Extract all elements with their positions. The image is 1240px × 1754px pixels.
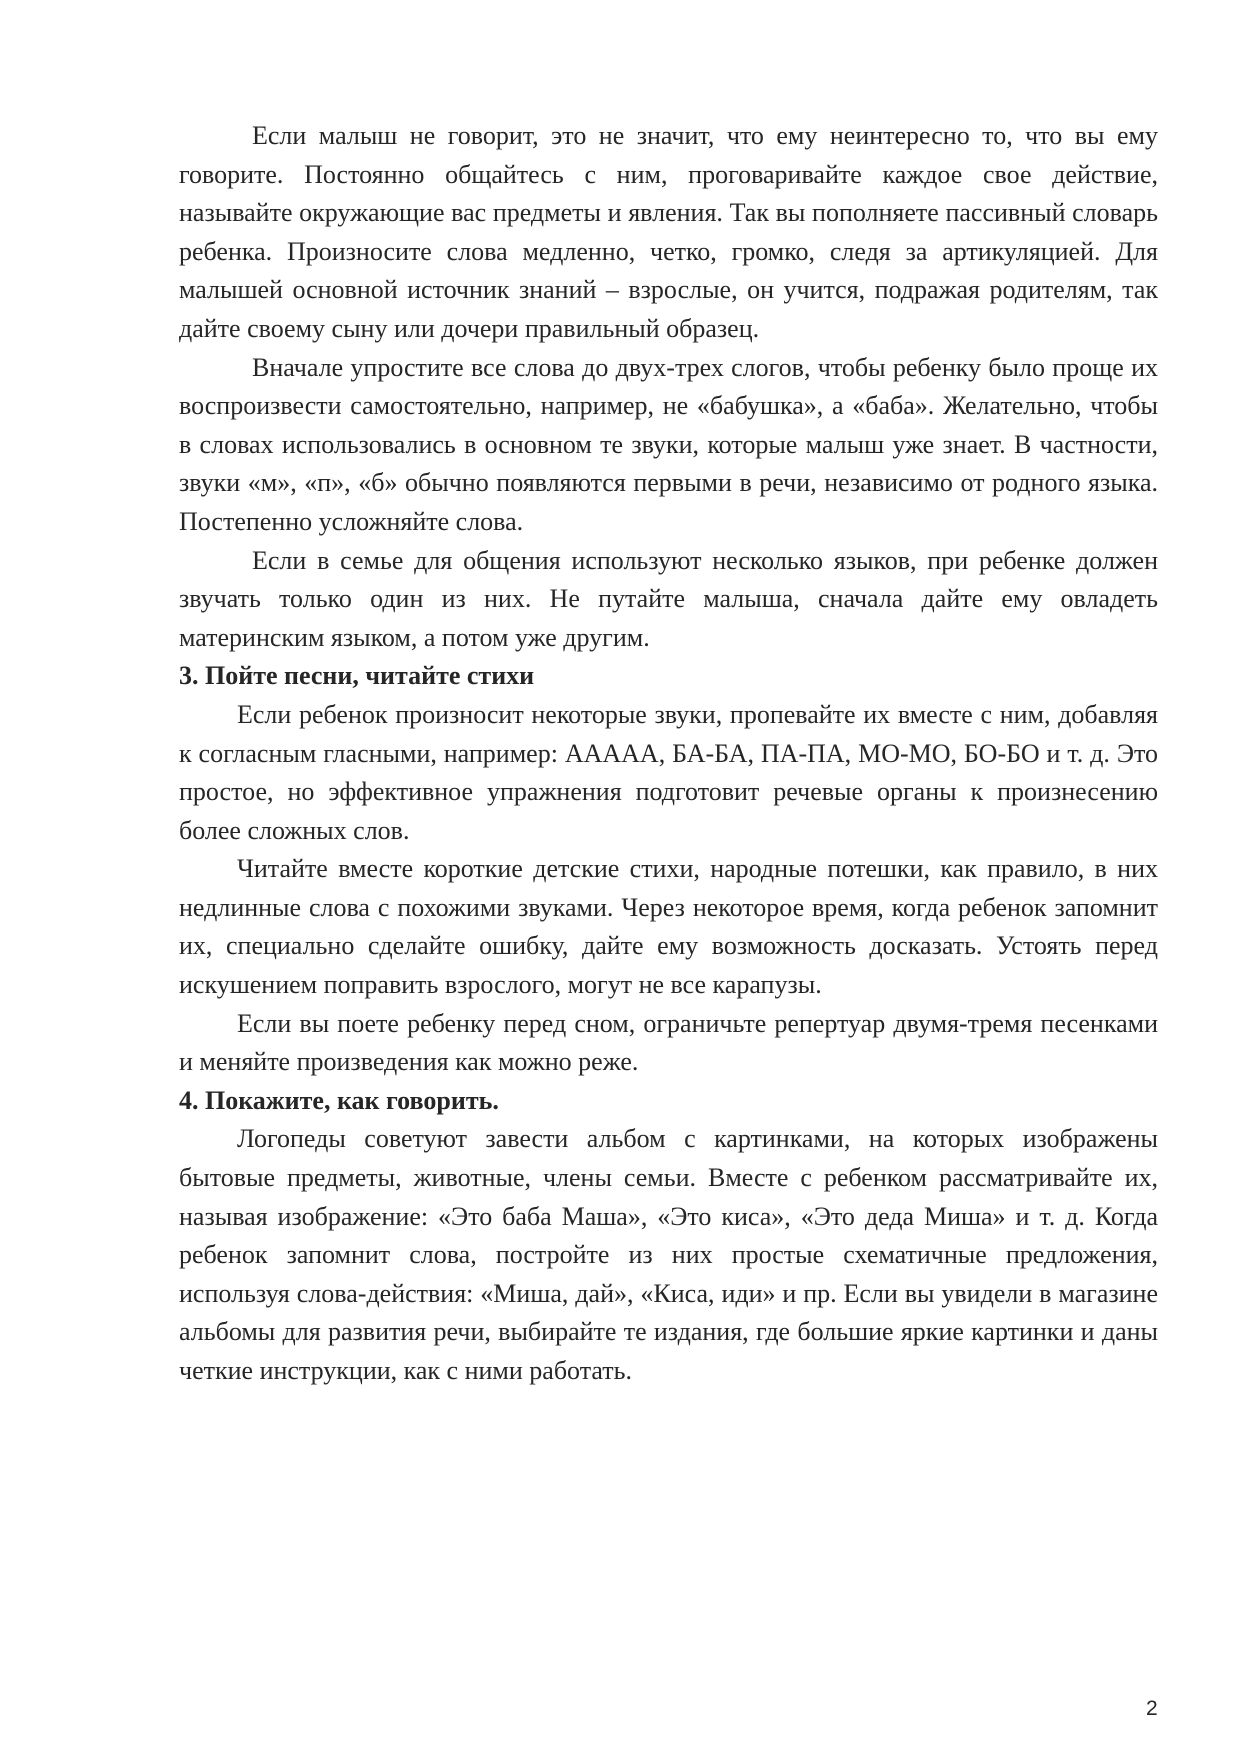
paragraph: Если ребенок произносит некоторые звуки, пропевайте их вместе с ним, добавляя к согласным гласными, например: ААААА, БА-БА, ПА-ПА, МО-МО, БО-БО и т. д. Это простое, но эффективное упражнения подготовит речевые органы к произнесению более сложных слов.: [179, 699, 1158, 845]
paragraph: Логопеды советуют завести альбом с картинками, на которых изображены бытовые предметы, животные, члены семьи. Вместе с ребенком рассматривайте их, называя изображение: «Это баба Маша», «Это киса», «Это деда Миша» и т. д. Когда ребенок запомнит слова, постройте из них простые схематичные предложения, используя слова-действия: «Миша, дай», «Киса, иди» и пр. Если вы увидели в магазине альбомы для развития речи, выбирайте те издания, где большие яркие картинки и даны четкие инструкции, как с ними работать.: [179, 1124, 1158, 1385]
section-heading-4: 4. Покажите, как говорить.: [179, 1085, 499, 1115]
document-page: [179, 117, 1158, 1391]
paragraph: Читайте вместе короткие детские стихи, народные потешки, как правило, в них недлинные слова с похожими звуками. Через некоторое время, когда ребенок запомнит их, специально сделайте ошибку, дайте ему возможность досказать. Устоять перед искушением поправить взрослого, могут не все карапузы.: [179, 854, 1158, 1000]
section-heading-3: 3. Пойте песни, читайте стихи: [179, 661, 535, 691]
paragraph: Если малыш не говорит, это не значит, что ему неинтересно то, что вы ему говорите. Постоянно общайтесь с ним, проговаривайте каждое свое действие, называйте окружающие вас предметы и явления. Так вы пополняете пассивный словарь ребенка. Произносите слова медленно, четко, громко, следя за артикуляцией. Для малышей основной источник знаний – взрослые, он учится, подражая родителям, так дайте своему сыну или дочери правильный образец.: [179, 121, 1158, 343]
paragraph: Если вы поете ребенку перед сном, ограничьте репертуар двумя-тремя песенками и меняйте произведения как можно реже.: [179, 1008, 1158, 1077]
paragraph: Если в семье для общения используют несколько языков, при ребенке должен звучать только один из них. Не путайте малыша, сначала дайте ему овладеть материнским языком, а потом уже другим.: [179, 545, 1158, 652]
page-number: 2: [1146, 1697, 1158, 1720]
paragraph: Вначале упростите все слова до двух-трех слогов, чтобы ребенку было проще их воспроизвести самостоятельно, например, не «бабушка», а «баба». Желательно, чтобы в словах использовались в основном те звуки, которые малыш уже знает. В частности, звуки «м», «п», «б» обычно появляются первыми в речи, независимо от родного языка. Постепенно усложняйте слова.: [179, 352, 1158, 536]
